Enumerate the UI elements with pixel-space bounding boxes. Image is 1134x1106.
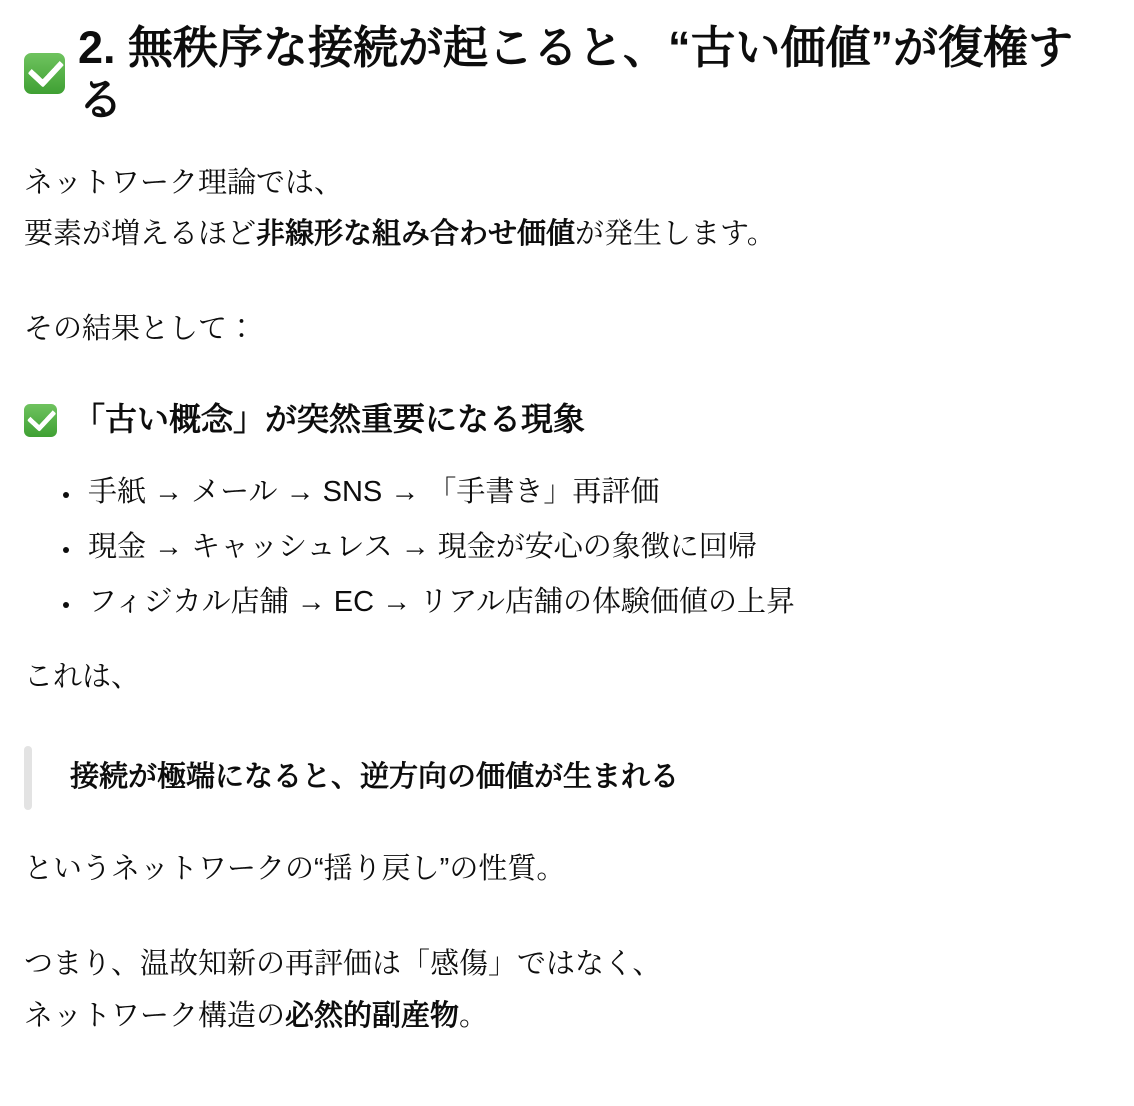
check-mark-emoji [24, 53, 65, 94]
examples-list [24, 467, 1108, 629]
intro-line1: ネットワーク理論では、 [24, 166, 344, 199]
conclusion-line2-pre: ネットワーク構造の [24, 1000, 286, 1033]
conclusion-line1: つまり、温故知新の再評価は「感傷」ではなく、 [24, 948, 662, 981]
subsection-title-text: 「古い概念」が突然重要になる現象 [73, 401, 586, 438]
intro-paragraph [24, 158, 1108, 262]
transition-paragraph: これは、 [24, 660, 141, 693]
property-paragraph: というネットワークの“揺り戻し”の性質。 [24, 853, 566, 886]
conclusion-line2-bold: 必然的副産物 [285, 1000, 460, 1033]
intro-line2-pre: 要素が増えるほど [24, 218, 257, 251]
section-title-text: 2. 無秩序な接続が起こると、“古い価値”が復権する [78, 22, 1074, 125]
check-mark-emoji [24, 404, 57, 437]
list-item: • 手紙 → メール → SNS → 「手書き」再評価 [82, 467, 1108, 519]
list-item: • 現金 → キャッシュレス → 現金が安心の象徴に回帰 [82, 522, 1108, 574]
list-item: • フィジカル店舗 → EC → リアル店舗の体験価値の上昇 [82, 577, 1108, 629]
section-title [24, 22, 1108, 126]
quote-block [24, 746, 1108, 810]
subsection-title [24, 399, 1108, 441]
conclusion-paragraph [24, 939, 1108, 1043]
quote-text: 接続が極端になると、逆方向の価値が生まれる [70, 761, 680, 794]
conclusion-line2-post: 。 [459, 1000, 489, 1033]
result-lead-paragraph: その結果として： [24, 313, 257, 346]
intro-line2-post: が発生します。 [575, 218, 776, 251]
intro-line2-bold: 非線形な組み合わせ価値 [256, 218, 576, 251]
